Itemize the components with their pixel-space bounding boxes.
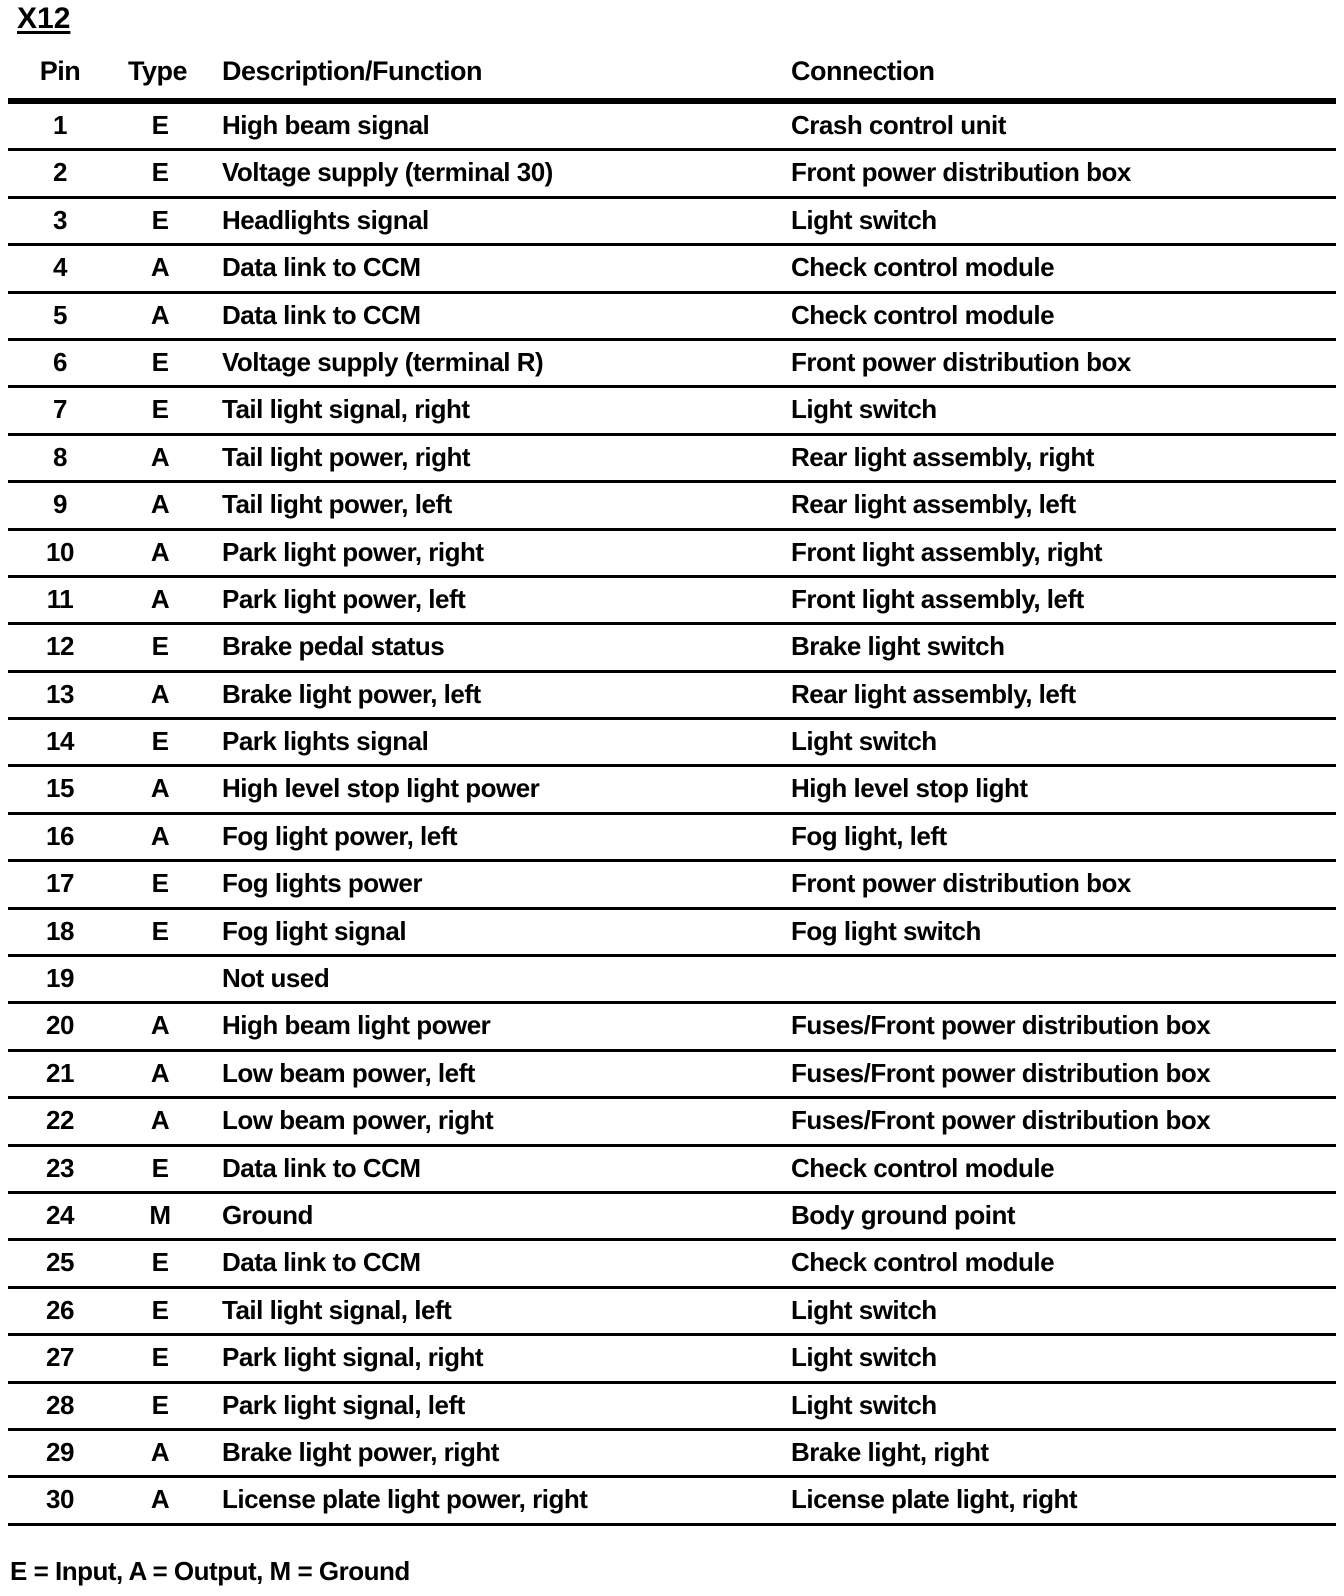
description-cell: Low beam power, left xyxy=(222,1057,475,1088)
connection-cell: Front light assembly, left xyxy=(791,583,1084,614)
connection-cell: Fuses/Front power distribution box xyxy=(791,1010,1211,1041)
description-cell: Headlights signal xyxy=(222,204,429,235)
type-cell: A xyxy=(150,299,170,330)
type-cell: M xyxy=(149,1199,171,1230)
pin-cell: 4 xyxy=(53,252,67,283)
connection-cell: Check control module xyxy=(791,299,1055,330)
pin-cell: 26 xyxy=(46,1294,74,1325)
connection-cell: Fog light, left xyxy=(791,820,947,851)
table-row xyxy=(0,294,1344,341)
header-description: Description/Function xyxy=(222,56,482,86)
connection-cell: Front light assembly, right xyxy=(791,536,1103,567)
pin-cell: 6 xyxy=(53,346,67,377)
pin-cell: 22 xyxy=(46,1105,74,1136)
type-cell: A xyxy=(150,1484,170,1515)
header-pin: Pin xyxy=(39,56,81,86)
description-cell: High level stop light power xyxy=(222,773,540,804)
description-cell: Tail light power, right xyxy=(222,441,471,472)
description-cell: Data link to CCM xyxy=(222,299,421,330)
table-row xyxy=(0,151,1344,198)
description-cell: Data link to CCM xyxy=(222,1247,421,1278)
type-cell: E xyxy=(151,915,169,946)
description-cell: High beam signal xyxy=(222,110,430,140)
table-row xyxy=(0,1004,1344,1051)
connection-cell: Check control module xyxy=(791,1152,1055,1183)
connection-cell: Brake light switch xyxy=(791,631,1005,662)
table-row xyxy=(0,578,1344,625)
type-cell: A xyxy=(150,536,170,567)
type-cell: A xyxy=(150,1010,170,1041)
description-cell: Voltage supply (terminal 30) xyxy=(222,157,553,188)
type-cell: E xyxy=(151,346,169,377)
pin-cell: 9 xyxy=(53,489,67,520)
type-cell: E xyxy=(151,726,169,757)
table-row xyxy=(0,436,1344,483)
pin-cell: 23 xyxy=(46,1152,74,1183)
pin-cell: 11 xyxy=(46,583,74,614)
connection-cell: Fog light switch xyxy=(791,915,981,946)
type-cell: A xyxy=(150,1436,170,1467)
table-row xyxy=(0,1052,1344,1099)
description-cell: Tail light power, left xyxy=(222,489,452,520)
table-row xyxy=(0,815,1344,862)
pin-cell: 13 xyxy=(46,678,74,709)
table-row xyxy=(0,1099,1344,1146)
connection-cell: Check control module xyxy=(791,1247,1055,1278)
description-cell: Brake pedal status xyxy=(222,631,445,662)
table-row xyxy=(0,341,1344,388)
description-cell: Fog light signal xyxy=(222,915,407,946)
type-cell: E xyxy=(151,868,169,899)
table-row xyxy=(0,199,1344,246)
type-cell: E xyxy=(151,1294,169,1325)
type-cell: E xyxy=(151,204,169,235)
pin-cell: 25 xyxy=(46,1247,74,1278)
table-row xyxy=(0,246,1344,293)
table-row xyxy=(0,1478,1344,1525)
description-cell: Tail light signal, left xyxy=(222,1294,452,1325)
pin-cell: 10 xyxy=(46,536,74,567)
type-cell: E xyxy=(151,110,169,140)
connection-cell: Light switch xyxy=(791,394,937,425)
table-row xyxy=(0,720,1344,767)
type-cell: E xyxy=(151,157,169,188)
description-cell: Brake light power, right xyxy=(222,1436,499,1467)
description-cell: Park light signal, left xyxy=(222,1389,465,1420)
description-cell: Brake light power, left xyxy=(222,678,481,709)
connection-cell: Light switch xyxy=(791,726,937,757)
type-cell: E xyxy=(151,394,169,425)
connection-cell: Rear light assembly, right xyxy=(791,441,1094,472)
description-cell: Park light power, right xyxy=(222,536,484,567)
connection-cell: Light switch xyxy=(791,1294,937,1325)
description-cell: Ground xyxy=(222,1199,313,1230)
pin-cell: 27 xyxy=(46,1342,74,1373)
connection-cell: Check control module xyxy=(791,252,1055,283)
table-row xyxy=(0,1241,1344,1288)
connection-cell: Light switch xyxy=(791,1342,937,1373)
pin-cell: 3 xyxy=(53,204,67,235)
type-cell: A xyxy=(150,252,170,283)
table-row xyxy=(0,957,1344,1004)
description-cell: Fog light power, left xyxy=(222,820,458,851)
type-legend: E = Input, A = Output, M = Ground xyxy=(10,1556,410,1586)
connection-cell: Fuses/Front power distribution box xyxy=(791,1105,1211,1136)
pin-cell: 7 xyxy=(53,394,67,425)
type-cell: A xyxy=(150,1105,170,1136)
pin-cell: 2 xyxy=(53,157,67,188)
header-type: Type xyxy=(128,56,188,86)
type-cell: A xyxy=(150,820,170,851)
pin-cell: 29 xyxy=(46,1436,74,1467)
header-connection: Connection xyxy=(791,56,935,86)
connection-cell: Rear light assembly, left xyxy=(791,678,1076,709)
table-row xyxy=(0,1336,1344,1383)
type-cell: A xyxy=(150,678,170,709)
table-row xyxy=(0,1194,1344,1241)
connection-cell: Front power distribution box xyxy=(791,157,1131,188)
table-row xyxy=(0,1384,1344,1431)
table-row xyxy=(0,625,1344,672)
connection-cell: Body ground point xyxy=(791,1199,1016,1230)
description-cell: Voltage supply (terminal R) xyxy=(222,346,544,377)
type-cell: E xyxy=(151,1342,169,1373)
type-cell: A xyxy=(150,773,170,804)
type-cell: E xyxy=(151,631,169,662)
description-cell: Park lights signal xyxy=(222,726,429,757)
table-row xyxy=(0,862,1344,909)
pin-cell: 1 xyxy=(53,110,67,140)
type-cell: A xyxy=(150,489,170,520)
table-row xyxy=(0,1147,1344,1194)
pin-cell: 28 xyxy=(46,1389,74,1420)
pin-table xyxy=(0,104,1344,1526)
description-cell: Low beam power, right xyxy=(222,1105,494,1136)
description-cell: Park light signal, right xyxy=(222,1342,484,1373)
table-row xyxy=(0,483,1344,530)
connection-cell: Light switch xyxy=(791,1389,937,1420)
type-cell: E xyxy=(151,1247,169,1278)
pin-cell: 15 xyxy=(46,773,74,804)
type-cell: A xyxy=(150,583,170,614)
type-cell: A xyxy=(150,441,170,472)
table-header xyxy=(0,56,1344,96)
pin-cell: 20 xyxy=(46,1010,74,1041)
pin-cell: 24 xyxy=(46,1199,74,1230)
description-cell: Data link to CCM xyxy=(222,1152,421,1183)
pin-cell: 17 xyxy=(46,868,74,899)
description-cell: License plate light power, right xyxy=(222,1484,588,1515)
table-row xyxy=(0,673,1344,720)
connection-cell: Light switch xyxy=(791,204,937,235)
description-cell: High beam light power xyxy=(222,1010,491,1041)
type-cell: E xyxy=(151,1389,169,1420)
description-cell: Fog lights power xyxy=(222,868,422,899)
table-row xyxy=(0,104,1344,151)
pin-cell: 8 xyxy=(53,441,67,472)
connection-cell: License plate light, right xyxy=(791,1484,1078,1515)
table-row xyxy=(0,767,1344,814)
table-row xyxy=(0,910,1344,957)
table-row xyxy=(0,1289,1344,1336)
type-cell: E xyxy=(151,1152,169,1183)
connection-cell: Crash control unit xyxy=(791,110,1006,140)
connection-cell: Fuses/Front power distribution box xyxy=(791,1057,1211,1088)
connector-title: X12 xyxy=(17,2,71,35)
pin-cell: 19 xyxy=(46,963,74,994)
type-cell: A xyxy=(150,1057,170,1088)
description-cell: Tail light signal, right xyxy=(222,394,470,425)
description-cell: Data link to CCM xyxy=(222,252,421,283)
pin-cell: 12 xyxy=(46,631,74,662)
table-row xyxy=(0,531,1344,578)
table-row xyxy=(0,1431,1344,1478)
description-cell: Park light power, left xyxy=(222,583,466,614)
pin-cell: 14 xyxy=(46,726,74,757)
pin-cell: 30 xyxy=(46,1484,74,1515)
pin-cell: 16 xyxy=(46,820,74,851)
description-cell: Not used xyxy=(222,963,330,994)
connection-cell: Front power distribution box xyxy=(791,868,1131,899)
connection-cell: Brake light, right xyxy=(791,1436,989,1467)
connection-cell: Front power distribution box xyxy=(791,346,1131,377)
pin-cell: 21 xyxy=(46,1057,74,1088)
pin-cell: 5 xyxy=(53,299,67,330)
pin-cell: 18 xyxy=(46,915,74,946)
table-row xyxy=(0,388,1344,435)
connection-cell: Rear light assembly, left xyxy=(791,489,1076,520)
connection-cell: High level stop light xyxy=(791,773,1028,804)
